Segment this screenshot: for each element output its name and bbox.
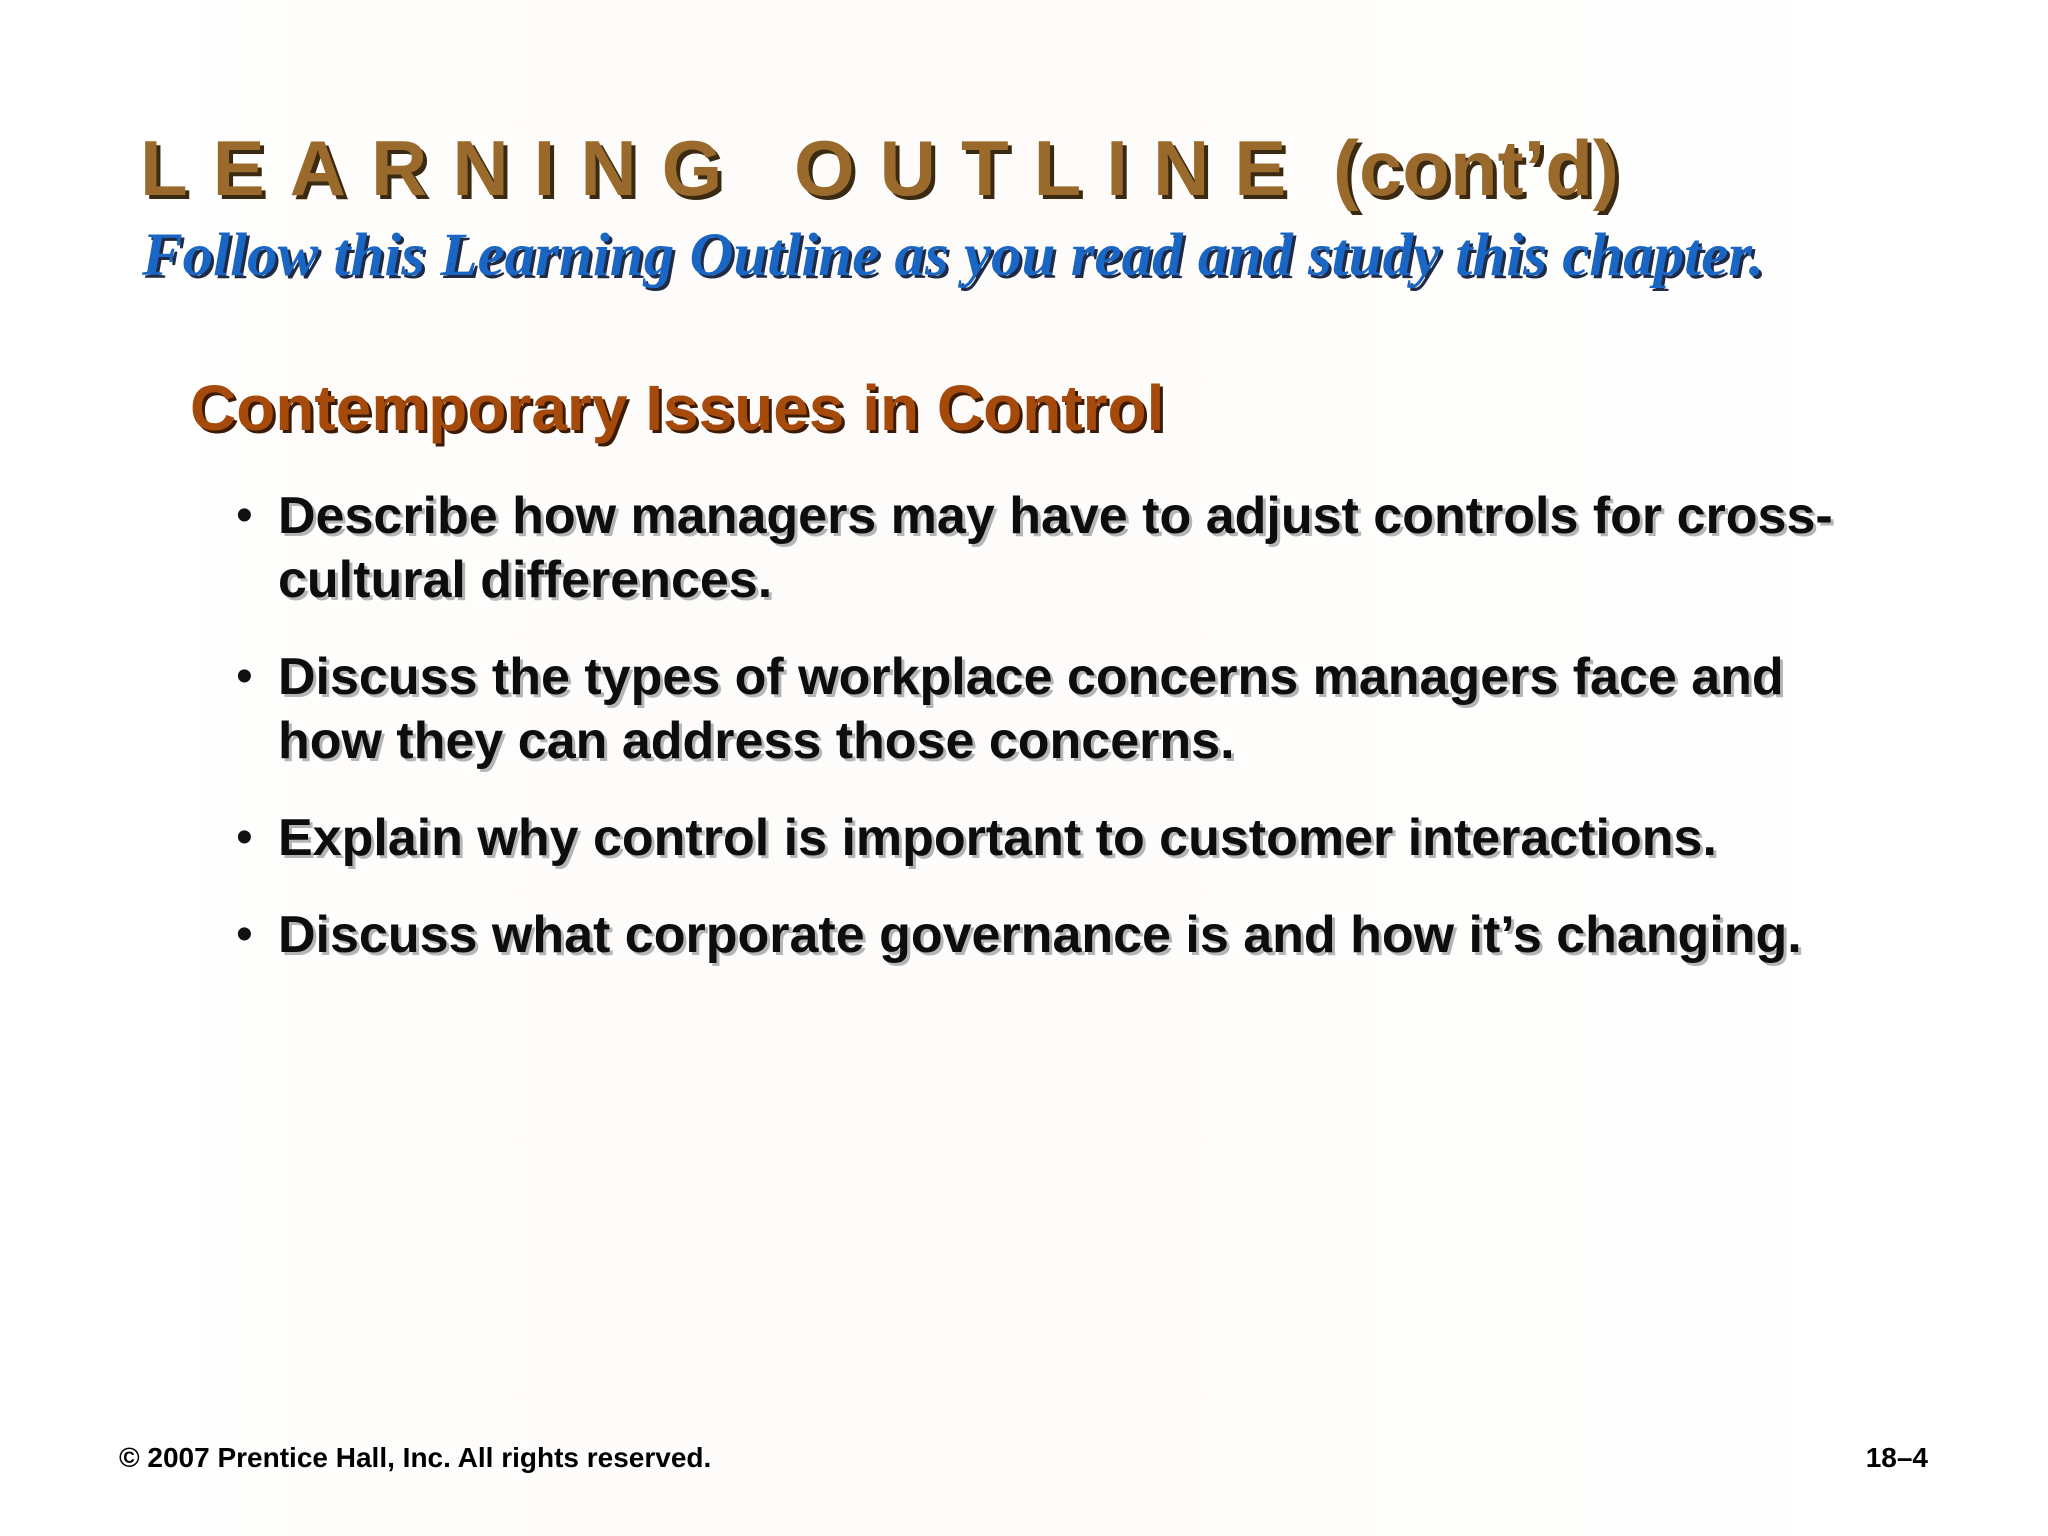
bullet-dot-icon: • bbox=[236, 908, 253, 961]
slide-title bbox=[140, 120, 1619, 216]
bullet-list bbox=[236, 484, 1876, 1000]
bullet-dot-icon: • bbox=[236, 811, 253, 864]
bullet-item bbox=[236, 645, 1876, 773]
bullet-item bbox=[236, 806, 1876, 870]
bullet-item bbox=[236, 484, 1876, 612]
section-heading: Contemporary Issues in Control bbox=[190, 372, 1165, 444]
bullet-text: Discuss the types of workplace concerns managers face and how they can address those concerns. bbox=[278, 648, 1784, 770]
bullet-dot-icon: • bbox=[236, 650, 253, 703]
bullet-text: Discuss what corporate governance is and how it’s changing. bbox=[278, 906, 1802, 964]
footer-copyright: © 2007 Prentice Hall, Inc. All rights reserved. bbox=[119, 1442, 712, 1473]
bullet-text: Explain why control is important to customer interactions. bbox=[278, 809, 1717, 867]
footer-page-number: 18–4 bbox=[1865, 1442, 1928, 1473]
title-contd-text: (cont’d) bbox=[1333, 124, 1619, 212]
bullet-item bbox=[236, 903, 1876, 967]
slide-subtitle: Follow this Learning Outline as you read and study this chapter. bbox=[142, 222, 1764, 289]
bullet-dot-icon: • bbox=[236, 489, 253, 542]
title-main-text: LEARNING OUTLINE bbox=[140, 124, 1312, 212]
bullet-text: Describe how managers may have to adjust controls for cross-cultural differences. bbox=[278, 487, 1833, 609]
